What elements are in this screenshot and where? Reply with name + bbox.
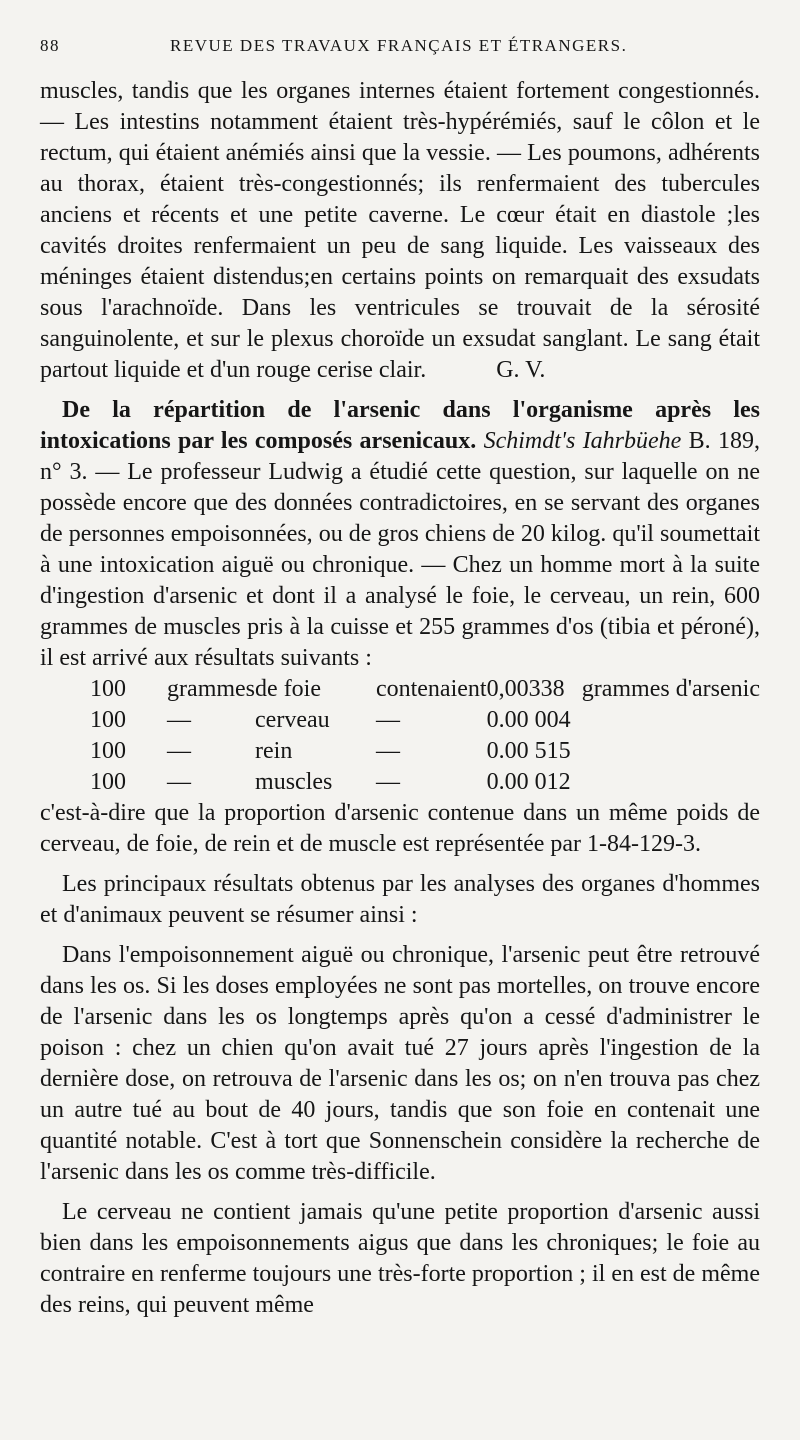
article-source: Schimdt's Iahrbüehe (483, 428, 682, 454)
table-cell: 0,00338 (486, 676, 565, 702)
table-cell: — (375, 707, 400, 733)
table-cell: 100 (90, 769, 126, 795)
table-cell: cerveau (255, 707, 330, 733)
paragraph-summary-intro: Les principaux résultats obtenus par les analyses des organes d'hommes et d'animaux peuvent se résumer ainsi : (40, 871, 760, 928)
paragraph-brain: Le cerveau ne contient jamais qu'une petite proportion d'arsenic aussi bien dans les empoisonnements aigus que dans les chroniques; le foie au contraire en renferme toujours une très-forte proportion ; il en est de même des reins, qui peuvent même (40, 1199, 760, 1318)
paragraph-autopsy (40, 76, 760, 386)
table-row (90, 674, 760, 705)
table-row (90, 736, 760, 767)
paragraph-autopsy-text: muscles, tandis que les organes internes étaient fortement congestionnés.— Les intestins notamment étaient très-hypérémiés, sauf le côlon et le rectum, qui étaient anémiés ainsi que la vessie. — Les poumons, adhérents au thorax, étaient très-congestionnés; ils renfermaient des tubercules anciens et récents et une petite caverne. Le cœur était en diastole ;les cavités droites renfermaient un peu de sang liquide. Les vaisseaux des méninges étaient distendus;en certains points on remarquait des exsudats sous l'arachnoïde. Dans les ventricules se trouvait de la sérosité sanguinolente, et sur le plexus choroïde un exsudat sanglant. Le sang était partout liquide et d'un rouge cerise clair. (40, 78, 760, 383)
table-row (90, 767, 760, 798)
table-cell: — (167, 769, 192, 795)
running-title: REVUE DES TRAVAUX FRANÇAIS ET ÉTRANGERS. (170, 36, 628, 55)
table-cell: 100 (90, 738, 126, 764)
table-cell: 100 (90, 676, 126, 702)
paragraph-bones: Dans l'empoisonnement aiguë ou chronique, l'arsenic peut être retrouvé dans les os. Si les doses employées ne sont pas mortelles, on trouve encore de l'arsenic dans les os longtemps après qu'on a cessé d'administrer le poison : chez un chien qu'on avait tué 27 jours après l'ingestion de la dernière dose, on retrouva de l'arsenic dans les os; on n'en trouva pas chez un autre tué au bout de 40 jours, tandis que son foie en contenait une quantité notable. C'est à tort que Sonnenschein considère la recherche de l'arsenic dans les os comme très-difficile. (40, 942, 760, 1185)
table-cell: muscles (255, 769, 333, 795)
paragraph-proportion: c'est-à-dire que la proportion d'arsenic contenue dans un même poids de cerveau, de foie, de rein et de muscle est représentée par 1-84-129-3. (40, 800, 760, 857)
table-row (90, 705, 760, 736)
page-header (40, 36, 760, 60)
table-cell: grammes (167, 676, 256, 702)
table-cell: contenaient (375, 676, 487, 702)
paragraph-arsenic-intro (40, 395, 760, 674)
table-cell: de foie (255, 676, 321, 702)
table-cell: — (167, 707, 192, 733)
table-cell: — (375, 738, 400, 764)
table-cell: — (167, 738, 192, 764)
table-cell: — (375, 769, 400, 795)
table-cell: 100 (90, 707, 126, 733)
page-body (40, 76, 760, 1321)
table-cell: grammes d'arsenic (581, 676, 760, 702)
table-cell: 0.00 004 (486, 707, 571, 733)
article-title: De la répartition de l'arsenic dans l'organisme après les intoxications par les composés arsenicaux. (40, 397, 760, 454)
table-cell: rein (255, 738, 293, 764)
table-cell: 0.00 012 (486, 769, 571, 795)
table-cell (582, 767, 760, 798)
table-cell: 0.00 515 (486, 738, 571, 764)
author-signature: G. V. (496, 357, 546, 383)
arsenic-results-table (90, 674, 760, 798)
page-number: 88 (40, 36, 60, 55)
article-body: B. 189, n° 3. — Le professeur Ludwig a étudié cette question, sur laquelle on ne possède encore que des données contradictoires, en se servant des organes de personnes empoisonnées, ou de gros chiens de 20 kilog. qu'il soumettait à une intoxication aiguë ou chronique. — Chez un homme mort à la suite d'ingestion d'arsenic et dont il a analysé le foie, le cerveau, un rein, 600 grammes de muscles pris à la cuisse et 255 grammes d'os (tibia et péroné), il est arrivé aux résultats suivants : (40, 428, 761, 671)
table-cell (582, 705, 760, 736)
table-cell (582, 736, 760, 767)
